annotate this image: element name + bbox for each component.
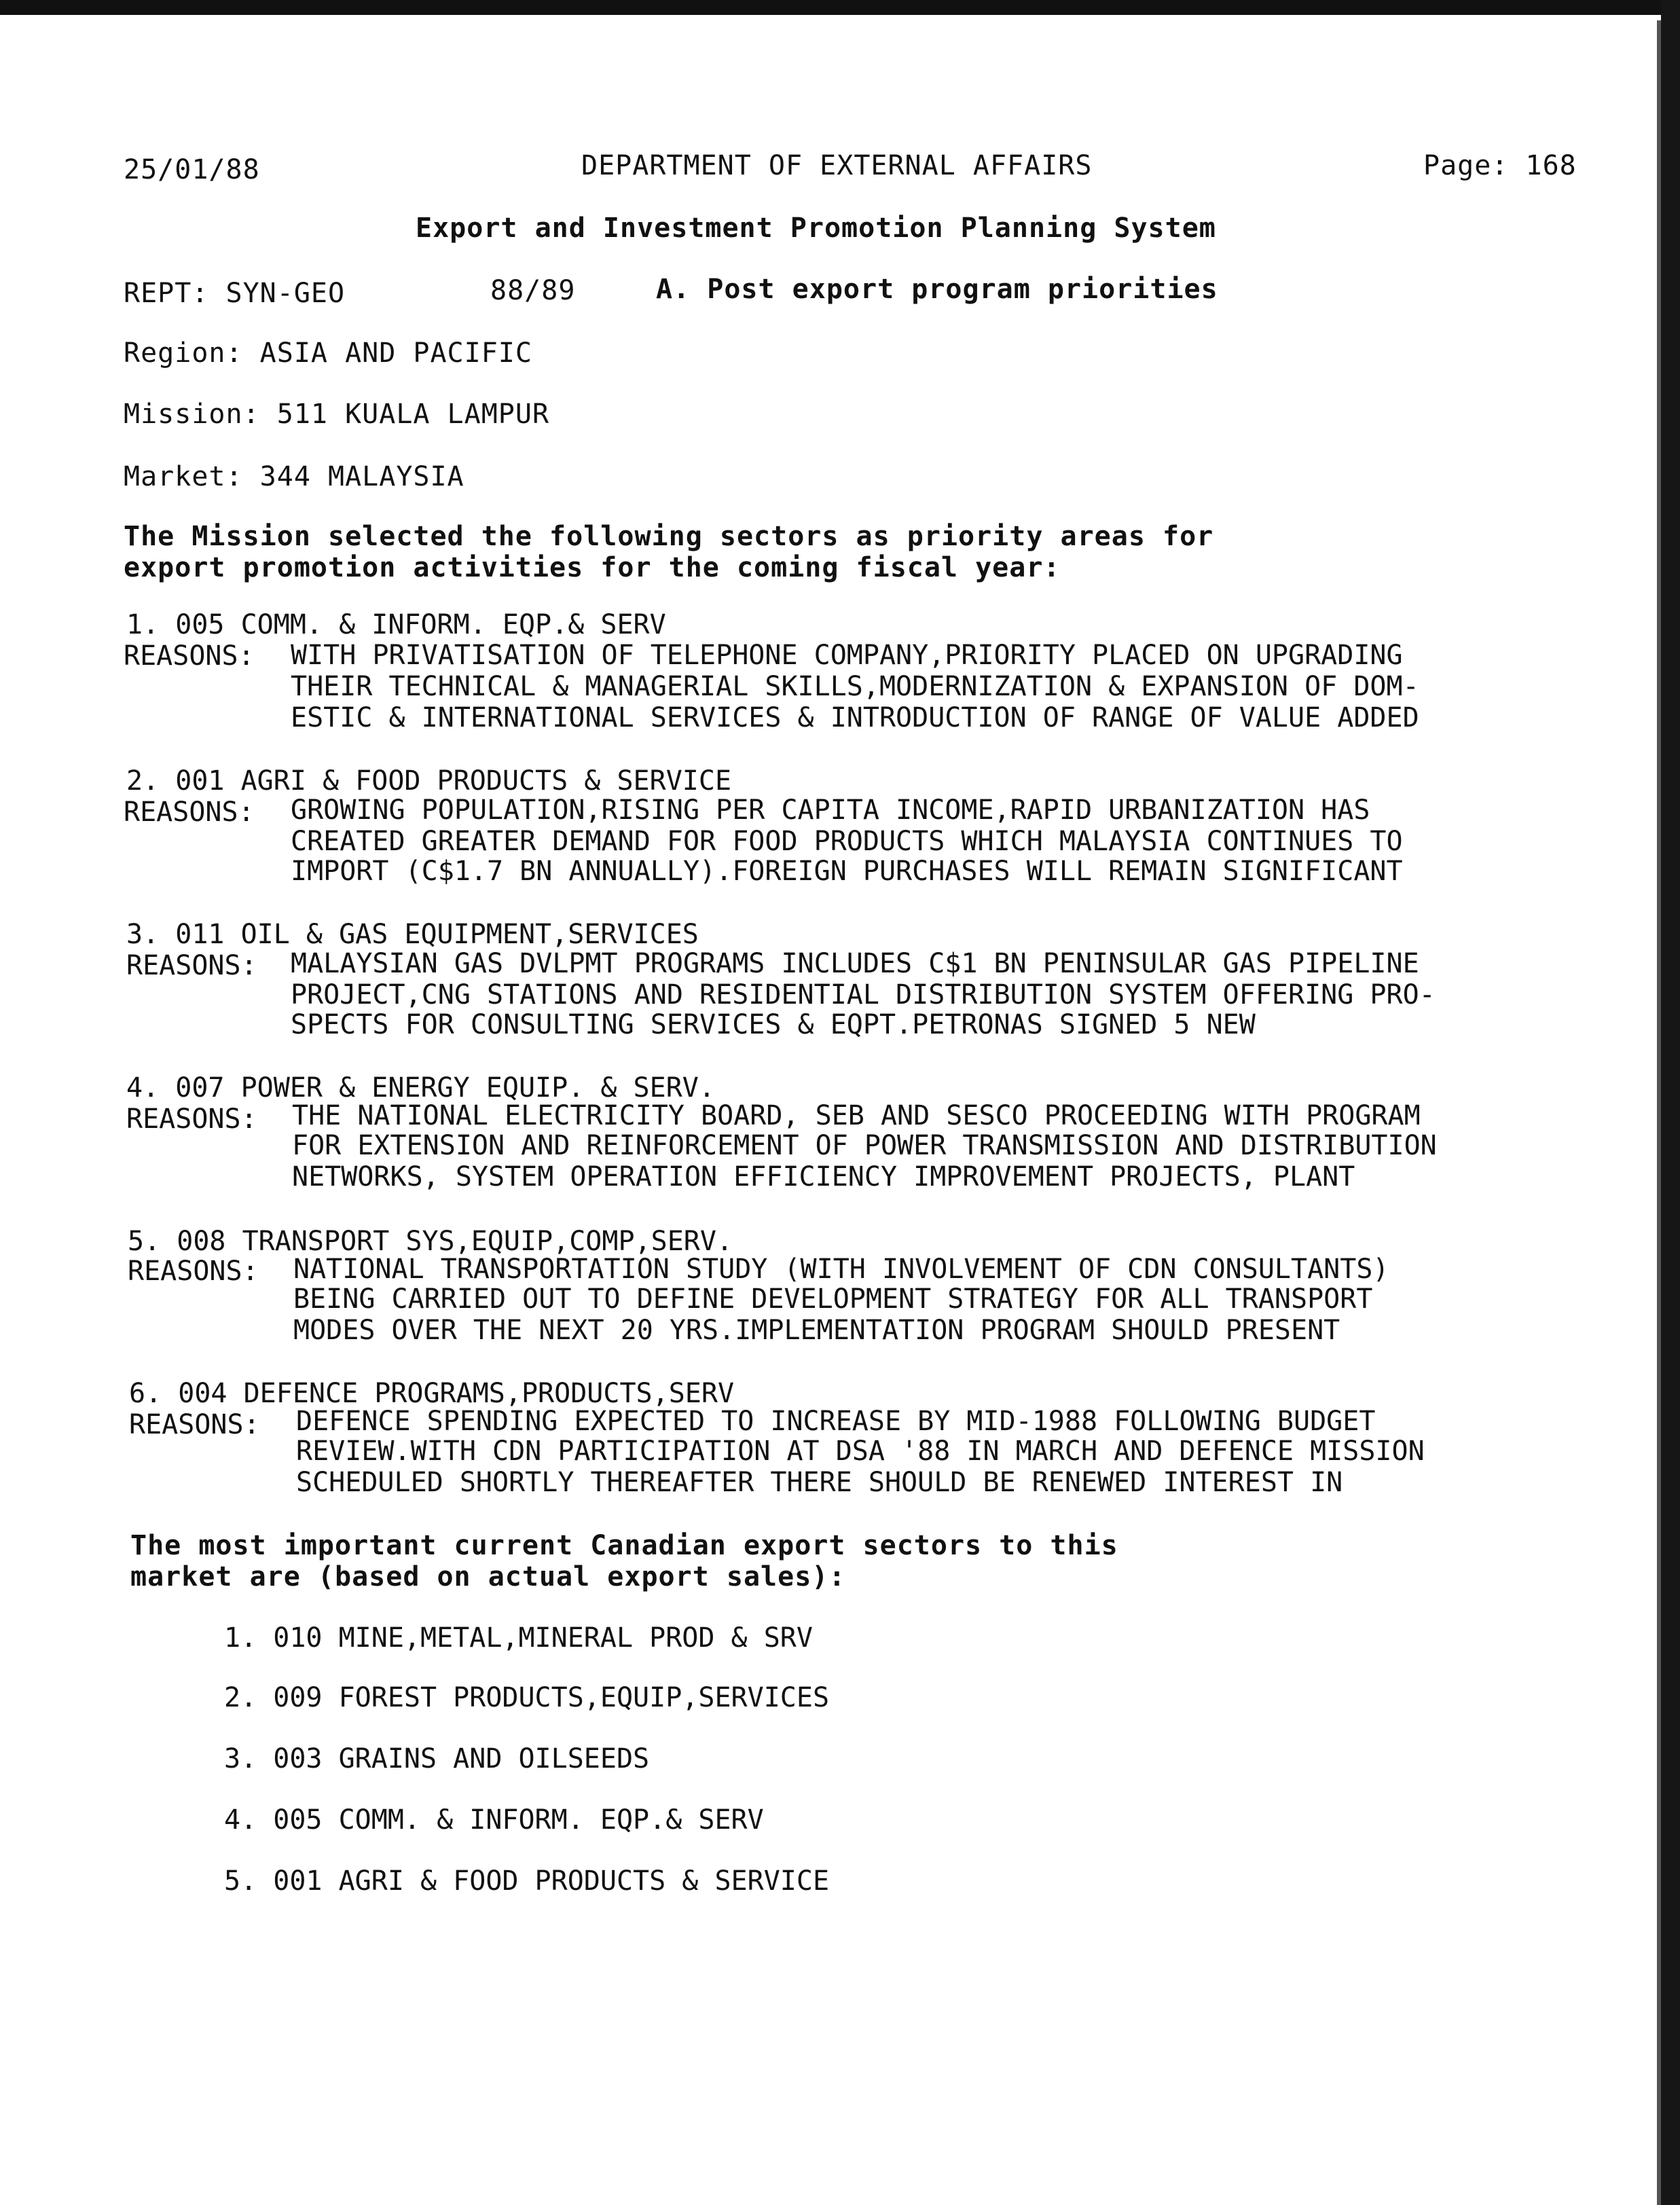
- sector-title: 6. 004 DEFENCE PROGRAMS,PRODUCTS,SERV: [129, 1378, 735, 1409]
- list-item: 2. 009 FOREST PRODUCTS,EQUIP,SERVICES: [224, 1682, 830, 1713]
- reasons-label: REASONS:: [128, 1256, 259, 1287]
- reasons-label: REASONS:: [124, 640, 255, 672]
- report-date: 25/01/88: [124, 154, 260, 185]
- reasons-label: REASONS:: [124, 797, 255, 828]
- reason-line: CREATED GREATER DEMAND FOR FOOD PRODUCTS WHICH MALAYSIA CONTINUES TO: [291, 826, 1403, 857]
- exports-intro-line-1: The most important current Canadian export sectors to this: [130, 1530, 1118, 1561]
- sector-title: 4. 007 POWER & ENERGY EQUIP. & SERV.: [126, 1072, 715, 1104]
- reason-line: FOR EXTENSION AND REINFORCEMENT OF POWER TRANSMISSION AND DISTRIBUTION: [292, 1130, 1437, 1161]
- reason-line: THEIR TECHNICAL & MANAGERIAL SKILLS,MODERNIZATION & EXPANSION OF DOM-: [291, 671, 1419, 702]
- sector-title: 1. 005 COMM. & INFORM. EQP.& SERV: [126, 609, 666, 640]
- reason-line: WITH PRIVATISATION OF TELEPHONE COMPANY,PRIORITY PLACED ON UPGRADING: [291, 640, 1403, 671]
- reason-line: SCHEDULED SHORTLY THEREAFTER THERE SHOULD BE RENEWED INTEREST IN: [296, 1467, 1343, 1498]
- reason-line: IMPORT (C$1.7 BN ANNUALLY).FOREIGN PURCHASES WILL REMAIN SIGNIFICANT: [291, 856, 1403, 887]
- report-title: A. Post export program priorities: [656, 274, 1218, 305]
- reason-line: MALAYSIAN GAS DVLPMT PROGRAMS INCLUDES C$1 BN PENINSULAR GAS PIPELINE: [291, 948, 1419, 979]
- reason-line: DEFENCE SPENDING EXPECTED TO INCREASE BY MID-1988 FOLLOWING BUDGET: [296, 1406, 1376, 1437]
- list-item: 3. 003 GRAINS AND OILSEEDS: [224, 1743, 650, 1774]
- list-item: 4. 005 COMM. & INFORM. EQP.& SERV: [224, 1804, 764, 1836]
- page-number: Page: 168: [1423, 150, 1577, 181]
- reason-line: NETWORKS, SYSTEM OPERATION EFFICIENCY IMPROVEMENT PROJECTS, PLANT: [292, 1161, 1355, 1192]
- sector-title: 3. 011 OIL & GAS EQUIPMENT,SERVICES: [126, 919, 699, 950]
- reason-line: SPECTS FOR CONSULTING SERVICES & EQPT.PETRONAS SIGNED 5 NEW: [291, 1009, 1256, 1040]
- reasons-label: REASONS:: [126, 1104, 257, 1135]
- sector-title: 5. 008 TRANSPORT SYS,EQUIP,COMP,SERV.: [128, 1226, 733, 1257]
- reasons-label: REASONS:: [129, 1409, 260, 1440]
- system-subtitle: Export and Investment Promotion Planning System: [416, 213, 1216, 244]
- reason-line: ESTIC & INTERNATIONAL SERVICES & INTRODUCTION OF RANGE OF VALUE ADDED: [291, 702, 1419, 733]
- reason-line: THE NATIONAL ELECTRICITY BOARD, SEB AND SESCO PROCEEDING WITH PROGRAM: [292, 1100, 1421, 1131]
- market-line: Market: 344 MALAYSIA: [124, 461, 464, 492]
- intro-line-1: The Mission selected the following sectors as priority areas for: [124, 521, 1214, 552]
- reason-line: BEING CARRIED OUT TO DEFINE DEVELOPMENT STRATEGY FOR ALL TRANSPORT: [293, 1283, 1373, 1315]
- reason-line: REVIEW.WITH CDN PARTICIPATION AT DSA '88 IN MARCH AND DEFENCE MISSION: [296, 1436, 1425, 1467]
- reason-line: NATIONAL TRANSPORTATION STUDY (WITH INVOLVEMENT OF CDN CONSULTANTS): [293, 1254, 1389, 1285]
- region-line: Region: ASIA AND PACIFIC: [124, 338, 532, 369]
- reasons-label: REASONS:: [126, 950, 257, 981]
- report-code: REPT: SYN-GEO: [124, 278, 346, 309]
- reason-line: GROWING POPULATION,RISING PER CAPITA INCOME,RAPID URBANIZATION HAS: [291, 795, 1370, 826]
- department-title: DEPARTMENT OF EXTERNAL AFFAIRS: [581, 150, 1093, 181]
- list-item: 1. 010 MINE,METAL,MINERAL PROD & SRV: [224, 1622, 813, 1654]
- fiscal-year: 88/89: [490, 275, 576, 306]
- list-item: 5. 001 AGRI & FOOD PRODUCTS & SERVICE: [224, 1865, 830, 1897]
- reason-line: MODES OVER THE NEXT 20 YRS.IMPLEMENTATION PROGRAM SHOULD PRESENT: [293, 1315, 1340, 1346]
- mission-line: Mission: 511 KUALA LAMPUR: [124, 399, 550, 430]
- exports-intro-line-2: market are (based on actual export sales):: [130, 1561, 846, 1592]
- sector-title: 2. 001 AGRI & FOOD PRODUCTS & SERVICE: [126, 765, 732, 797]
- reason-line: PROJECT,CNG STATIONS AND RESIDENTIAL DISTRIBUTION SYSTEM OFFERING PRO-: [291, 979, 1436, 1010]
- intro-line-2: export promotion activities for the coming fiscal year:: [124, 552, 1061, 583]
